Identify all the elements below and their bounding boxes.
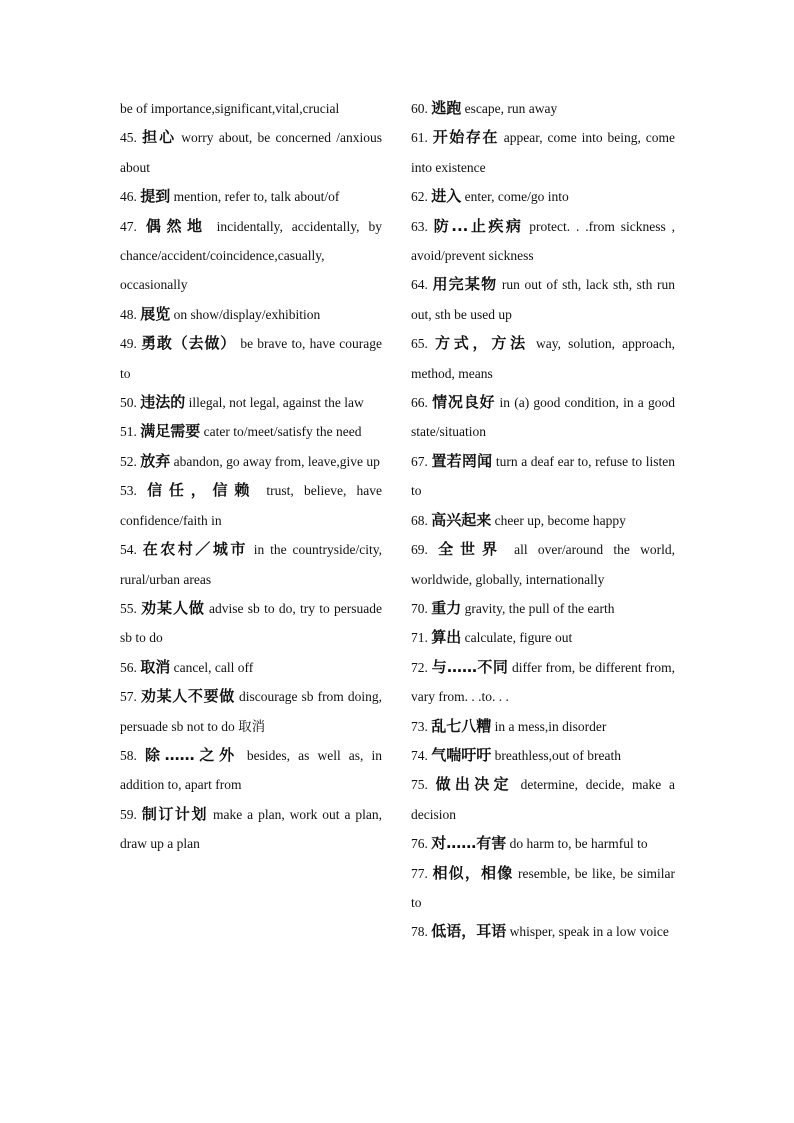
chinese-term: 情况良好 — [432, 393, 496, 412]
entry-number: 60. — [411, 101, 428, 116]
english-translation: trust, believe, have confidence/faith in — [120, 483, 382, 528]
english-translation: illegal, not legal, against the law — [188, 395, 364, 411]
chinese-term: 满足需要 — [140, 422, 201, 441]
vocab-entry — [411, 329, 675, 388]
english-translation: in the countryside/city, rural/urban areas — [120, 542, 382, 587]
entry-number: 67. — [411, 453, 428, 469]
chinese-term: 制订计划 — [141, 804, 209, 823]
entry-number: 61. — [411, 130, 428, 146]
vocab-entry — [120, 476, 382, 535]
english-translation: all over/around the world, worldwide, globally, internationally — [411, 542, 676, 587]
entry-number: 71. — [411, 630, 428, 646]
vocab-entry — [411, 712, 675, 741]
vocab-entry — [411, 653, 675, 712]
english-translation: calculate, figure out — [464, 630, 573, 646]
english-translation: enter, come/go into — [464, 189, 569, 205]
english-translation: mention, refer to, talk about/of — [173, 189, 340, 205]
english-translation: in a mess,in disorder — [494, 718, 607, 734]
english-translation: advise sb to do, try to persuade sb to do — [120, 600, 383, 646]
entry-number: 68. — [411, 512, 428, 528]
chinese-term: 展览 — [140, 304, 171, 323]
entry-number: 48. — [120, 306, 137, 322]
continued-text: be of importance,significant,vital,crucial — [120, 101, 340, 116]
entry-number: 64. — [411, 277, 428, 293]
chinese-term: 低语，耳语 — [431, 922, 507, 941]
entry-number: 55. — [120, 600, 137, 616]
vocab-entry — [411, 594, 675, 623]
chinese-term: 担心 — [142, 128, 176, 147]
vocab-entry — [411, 535, 675, 594]
vocab-entry — [411, 123, 675, 182]
entry-number: 59. — [120, 806, 137, 822]
entry-number: 75. — [411, 777, 428, 793]
entry-number: 74. — [411, 747, 428, 763]
vocab-entry — [120, 741, 382, 800]
chinese-term: 乱七八糟 — [431, 716, 492, 735]
vocab-entry — [120, 212, 382, 300]
english-translation: do harm to, be harmful to — [509, 836, 648, 852]
english-translation: breathless,out of breath — [494, 747, 621, 763]
chinese-term: 进入 — [431, 187, 462, 206]
vocab-entry — [120, 682, 382, 741]
english-translation: way, solution, approach, method, means — [411, 336, 675, 381]
english-translation: protect. . .from sickness , avoid/prevent sickness — [411, 218, 676, 264]
english-translation: appear, come into being, come into existence — [411, 130, 676, 175]
chinese-term: 相似，相像 — [432, 863, 514, 882]
english-translation: incidentally, accidentally, by chance/accident/coincidence,casually, occasionally — [120, 218, 382, 293]
vocab-entry — [411, 917, 675, 946]
chinese-term: 提到 — [140, 187, 171, 206]
chinese-term: 用完某物 — [432, 275, 498, 294]
english-translation: cheer up, become happy — [494, 512, 626, 528]
chinese-term: 重力 — [431, 598, 462, 617]
right-entry-list — [411, 94, 675, 947]
chinese-term: 全世界 — [438, 540, 504, 559]
english-translation: be brave to, have courage to — [120, 336, 382, 381]
vocab-entry — [120, 447, 382, 476]
vocab-entry — [120, 800, 382, 859]
english-translation: cater to/meet/satisfy the need — [203, 424, 362, 440]
entry-number: 62. — [411, 189, 428, 205]
english-translation: abandon, go away from, leave,give up — [173, 453, 380, 469]
chinese-term: 放弃 — [140, 451, 171, 470]
vocab-entry — [411, 94, 675, 123]
entry-number: 49. — [120, 336, 137, 352]
entry-number: 53. — [120, 483, 137, 499]
chinese-term: 逃跑 — [431, 99, 462, 117]
english-translation: run out of sth, lack sth, sth run out, sth be used up — [411, 277, 675, 322]
vocab-entry — [411, 182, 675, 211]
entry-number: 56. — [120, 659, 137, 675]
english-translation: gravity, the pull of the earth — [464, 600, 615, 616]
english-translation: discourage sb from doing, persuade sb not to do 取消 — [120, 689, 382, 734]
english-translation: besides, as well as, in addition to, apart from — [120, 747, 382, 793]
vocab-entry — [120, 182, 382, 211]
chinese-term: 开始存在 — [432, 128, 499, 147]
vocab-entry — [411, 212, 675, 271]
chinese-term: 做出决定 — [435, 775, 513, 794]
english-translation: determine, decide, make a decision — [411, 777, 675, 822]
english-translation: escape, run away — [464, 101, 558, 116]
vocab-entry — [411, 388, 675, 447]
entry-number: 77. — [411, 865, 428, 881]
entry-number: 63. — [411, 218, 428, 234]
entry-number: 76. — [411, 836, 428, 852]
vocab-entry — [411, 770, 675, 829]
english-translation: turn a deaf ear to, refuse to listen to — [411, 453, 676, 499]
vocab-entry — [120, 535, 382, 594]
entry-number: 70. — [411, 600, 428, 616]
english-translation: on show/display/exhibition — [173, 306, 321, 322]
entry-number: 52. — [120, 453, 137, 469]
entry-number: 73. — [411, 718, 428, 734]
entry-number: 45. — [120, 130, 137, 146]
entry-number: 46. — [120, 189, 137, 205]
entry-number: 66. — [411, 395, 428, 411]
vocab-entry — [411, 741, 675, 770]
vocab-entry — [120, 417, 382, 446]
vocab-entry — [411, 447, 675, 506]
chinese-term: 高兴起来 — [431, 510, 492, 529]
chinese-term: 劝某人不要做 — [140, 687, 235, 706]
entry-number: 50. — [120, 395, 137, 411]
entry-number: 72. — [411, 659, 428, 675]
chinese-term: 信任，信赖 — [147, 481, 257, 500]
chinese-term: 偶然地 — [145, 216, 208, 235]
chinese-term: 违法的 — [140, 393, 186, 412]
vocab-entry — [411, 506, 675, 535]
entry-number: 58. — [120, 747, 137, 763]
chinese-term: 对……有害 — [431, 834, 507, 853]
english-translation: cancel, call off — [173, 659, 254, 675]
vocab-entry — [120, 653, 382, 682]
entry-number: 57. — [120, 689, 137, 705]
right-column — [411, 94, 675, 947]
vocab-entry — [120, 123, 382, 182]
chinese-term: 除……之外 — [144, 745, 239, 764]
chinese-term: 置若罔闻 — [431, 451, 493, 470]
chinese-term: 与……不同 — [431, 657, 509, 676]
english-translation: differ from, be different from, vary from. . .to. . . — [411, 659, 675, 705]
chinese-term: 防...止疾病 — [433, 216, 524, 235]
english-translation: whisper, speak in a low voice — [509, 924, 669, 940]
vocab-entry — [411, 270, 675, 329]
entry-number: 69. — [411, 542, 428, 558]
entry-number: 51. — [120, 424, 137, 440]
entry-number: 47. — [120, 218, 137, 234]
chinese-term: 在农村／城市 — [142, 540, 248, 559]
english-translation: resemble, be like, be similar to — [411, 865, 675, 910]
english-translation: make a plan, work out a plan, draw up a plan — [120, 806, 383, 852]
chinese-term: 气喘吁吁 — [431, 745, 492, 764]
chinese-term: 取消 — [140, 657, 171, 676]
vocab-entry — [411, 859, 675, 918]
entry-number: 78. — [411, 924, 428, 940]
english-translation: in (a) good condition, in a good state/situation — [411, 395, 675, 440]
vocab-entry — [120, 594, 382, 653]
vocab-entry — [120, 388, 382, 417]
entry-number: 54. — [120, 542, 137, 558]
left-entry-list — [120, 123, 382, 858]
english-translation: worry about, be concerned /anxious about — [120, 130, 383, 175]
chinese-term: 劝某人做 — [141, 598, 205, 617]
vocab-entry — [120, 300, 382, 329]
chinese-term: 算出 — [431, 628, 462, 647]
vocab-entry — [411, 623, 675, 652]
left-column — [120, 94, 382, 859]
chinese-term: 勇敢（去做） — [141, 334, 237, 353]
entry-number: 65. — [411, 336, 428, 352]
chinese-term: 方式，方法 — [435, 334, 529, 353]
vocab-entry — [411, 829, 675, 858]
vocab-entry — [120, 329, 382, 388]
